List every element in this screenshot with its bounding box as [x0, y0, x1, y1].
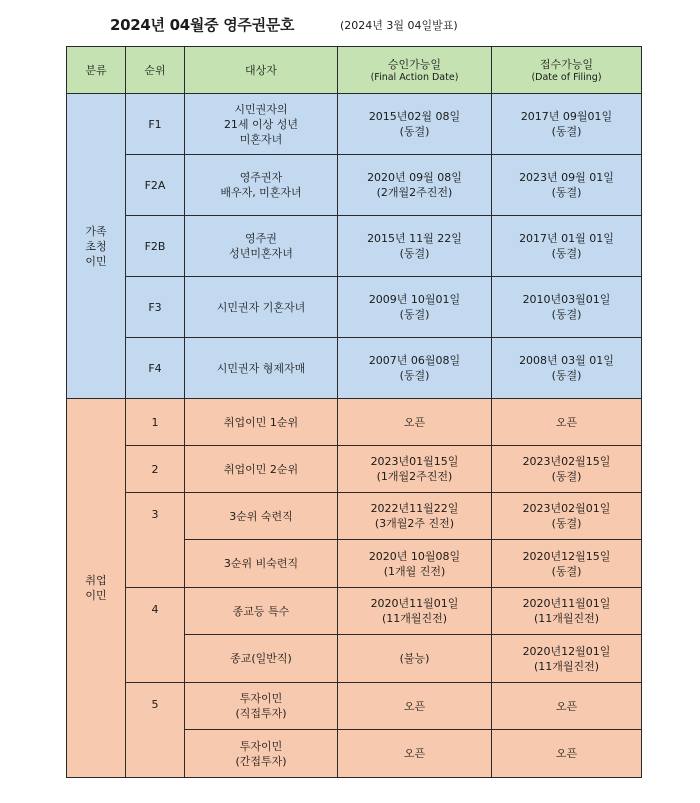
cell-line: (동결) [399, 308, 430, 321]
rank-cell: F2A [126, 155, 185, 216]
cell-line: 오픈 [403, 747, 426, 760]
cell-line: (동결) [551, 369, 582, 382]
cell-line: 2017년 01월 01일 [519, 232, 614, 245]
cell-line: (11개월진전) [533, 612, 600, 625]
table-row [67, 446, 642, 493]
cell-line: 투자이민 [239, 692, 283, 705]
cell-line: 오픈 [403, 699, 426, 713]
cell-line: (1개월2주진전) [376, 470, 453, 483]
cell-line: 2010년03월01일 [522, 293, 611, 306]
target-cell [185, 216, 338, 277]
final-action-cell [338, 493, 492, 540]
final-action-cell [338, 216, 492, 277]
cell-line: (동결) [551, 308, 582, 321]
final-action-cell [338, 683, 492, 730]
header-filing-ko: 접수가능일 [539, 57, 594, 71]
target-cell [185, 730, 338, 778]
cell-line: 2023년02월01일 [522, 502, 611, 515]
rank-cell: F4 [126, 338, 185, 399]
header-final-action [338, 47, 492, 94]
header-category: 분류 [67, 47, 126, 94]
cell-line: (동결) [551, 470, 582, 483]
filing-cell [492, 155, 642, 216]
target-cell [185, 588, 338, 635]
filing-cell [492, 216, 642, 277]
final-action-cell [338, 635, 492, 683]
cell-line: 오픈 [555, 747, 578, 760]
final-action-cell [338, 155, 492, 216]
cell-line: (3개월2주 진전) [374, 517, 455, 530]
target-cell [185, 446, 338, 493]
page-title: 2024년 04월중 영주권문호 [110, 16, 295, 34]
rank-cell: F1 [126, 94, 185, 155]
rank-cell: 1 [126, 399, 185, 446]
category-family [67, 94, 126, 399]
cell-line: 2023년 09월 01일 [519, 171, 614, 184]
header-final-action-en: (Final Action Date) [370, 71, 459, 83]
category-employment [67, 399, 126, 778]
cell-line: 2020년11월01일 [370, 597, 459, 610]
cell-line: (11개월진전) [381, 612, 448, 625]
target-cell [185, 155, 338, 216]
cell-line: 3순위 숙련직 [229, 509, 293, 523]
cell-line: (동결) [551, 564, 582, 578]
cell-line: 배우자, 미혼자녀 [220, 186, 302, 199]
target-cell [185, 683, 338, 730]
header-filing [492, 47, 642, 94]
cell-line: 미혼자녀 [239, 132, 283, 146]
cell-line: (2개월2주진전) [376, 186, 453, 199]
filing-cell [492, 540, 642, 588]
table-row [67, 338, 642, 399]
target-cell [185, 635, 338, 683]
filing-cell [492, 730, 642, 778]
table-row [67, 399, 642, 446]
cell-line: 영주권 [245, 232, 277, 245]
cell-line: 2015년02월 08일 [368, 110, 461, 123]
category-line: 취업 [85, 574, 107, 587]
cell-line: 2020년11월01일 [522, 597, 611, 610]
cell-line: (11개월진전) [533, 659, 600, 673]
cell-line: 2015년 11월 22일 [367, 232, 462, 245]
filing-cell [492, 493, 642, 540]
cell-line: 2023년02월15일 [522, 455, 611, 468]
cell-line: 시민권자 기혼자녀 [216, 300, 306, 314]
cell-line: 취업이민 2순위 [223, 462, 299, 476]
cell-line: (동결) [399, 369, 430, 382]
category-line: 이민 [85, 589, 107, 602]
cell-line: (불능) [399, 652, 430, 665]
table-row [67, 277, 642, 338]
cell-line: 시민권자 형제자매 [216, 361, 306, 375]
cell-line: 2008년 03월 01일 [519, 354, 614, 367]
filing-cell [492, 399, 642, 446]
rank-cell: 2 [126, 446, 185, 493]
filing-cell [492, 94, 642, 155]
rank-cell: 5 [126, 683, 185, 778]
cell-line: (간접투자) [235, 754, 287, 768]
table-row [67, 216, 642, 277]
cell-line: 2023년01월15일 [370, 455, 459, 468]
cell-line: 오픈 [555, 415, 578, 429]
cell-line: (동결) [551, 247, 582, 260]
final-action-cell [338, 730, 492, 778]
filing-cell [492, 683, 642, 730]
cell-line: 3순위 비숙련직 [223, 557, 299, 570]
table-row [67, 493, 642, 540]
target-cell [185, 94, 338, 155]
cell-line: 투자이민 [239, 739, 283, 753]
final-action-cell [338, 588, 492, 635]
target-cell [185, 399, 338, 446]
cell-line: 2007년 06월08일 [368, 354, 461, 367]
final-action-cell [338, 338, 492, 399]
target-cell [185, 277, 338, 338]
target-cell [185, 338, 338, 399]
cell-line: 2022년11월22일 [370, 502, 459, 515]
filing-cell [492, 446, 642, 493]
header-rank: 순위 [126, 47, 185, 94]
final-action-cell [338, 540, 492, 588]
rank-cell: 4 [126, 588, 185, 683]
rank-cell: F3 [126, 277, 185, 338]
table-row [67, 94, 642, 155]
final-action-cell [338, 277, 492, 338]
cell-line: (1개월 진전) [383, 564, 446, 578]
cell-line: (동결) [399, 247, 430, 260]
cell-line: 21세 이상 성년 [223, 117, 299, 131]
header-filing-en: (Date of Filing) [531, 71, 602, 83]
final-action-cell [338, 94, 492, 155]
cell-line: (동결) [551, 186, 582, 199]
cell-line: (직접투자) [235, 707, 287, 720]
category-line: 이민 [85, 254, 107, 268]
filing-cell [492, 588, 642, 635]
cell-line: 2020년 10월08일 [368, 549, 461, 563]
final-action-cell [338, 446, 492, 493]
cell-line: 취업이민 1순위 [223, 415, 299, 429]
table-row [67, 588, 642, 635]
header-row [67, 47, 642, 94]
cell-line: 시민권자의 [234, 102, 288, 116]
cell-line: 영주권자 [239, 171, 283, 184]
cell-line: (동결) [551, 125, 582, 138]
cell-line: (동결) [399, 125, 430, 138]
table-row [67, 683, 642, 730]
target-cell [185, 493, 338, 540]
cell-line: 2009년 10월01일 [368, 293, 461, 306]
cell-line: 2020년12월01일 [522, 644, 611, 658]
rank-cell: 3 [126, 493, 185, 588]
cell-line: 종교등 특수 [232, 604, 290, 618]
announcement-date: (2024년 3월 04일발표) [340, 19, 458, 32]
table-row [67, 155, 642, 216]
final-action-cell [338, 399, 492, 446]
filing-cell [492, 635, 642, 683]
cell-line: 종교(일반직) [230, 652, 292, 665]
filing-cell [492, 338, 642, 399]
category-line: 가족 [85, 224, 107, 238]
cell-line: (동결) [551, 517, 582, 530]
header-final-action-ko: 승인가능일 [387, 57, 442, 71]
category-line: 초청 [85, 239, 107, 253]
cell-line: 성년미혼자녀 [229, 247, 293, 260]
cell-line: 2020년12월15일 [522, 549, 611, 563]
rank-cell: F2B [126, 216, 185, 277]
filing-cell [492, 277, 642, 338]
cell-line: 오픈 [555, 699, 578, 713]
cell-line: 2020년 09월 08일 [367, 171, 462, 184]
cell-line: 2017년 09월01일 [520, 110, 613, 123]
cell-line: 오픈 [403, 415, 426, 429]
target-cell [185, 540, 338, 588]
visa-bulletin-table [66, 46, 642, 778]
header-target: 대상자 [185, 47, 338, 94]
